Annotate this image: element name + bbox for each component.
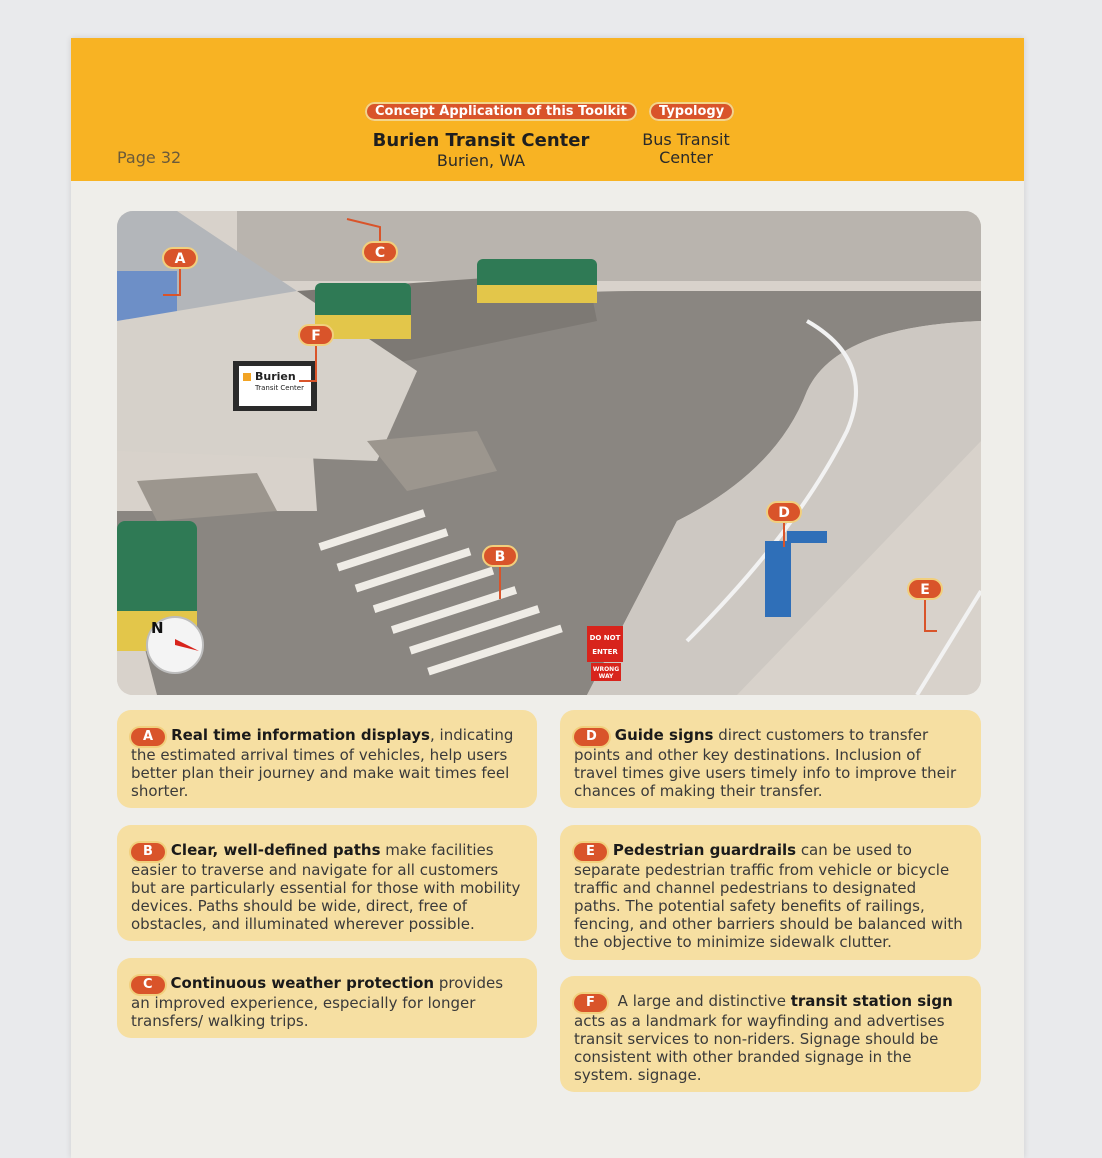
card-b (117, 825, 537, 941)
card-f-title: transit station sign (790, 992, 953, 1010)
compass-label: N (151, 619, 164, 637)
typology-value-line1: Bus Transit (642, 130, 730, 149)
card-e-badge: E (574, 843, 607, 861)
svg-text:B: B (494, 549, 506, 565)
card-c-text: provides an improved experience, especially for longer transfers/ walking trips. (131, 974, 504, 1030)
svg-text:C: C (374, 245, 386, 261)
illustration-svg (117, 211, 981, 695)
card-f-text: acts as a landmark for wayfinding and advertises transit services to non-riders. Signage should be consistent with other branded signage in the system. signage. (574, 1012, 945, 1084)
card-d-title: Guide signs (614, 726, 714, 744)
card-c-badge: C (131, 976, 165, 994)
station-sign-title: Burien (255, 370, 296, 383)
do-not-enter-line1: DO NOT (589, 634, 621, 642)
marker-e (908, 579, 942, 599)
card-e (560, 825, 981, 960)
marker-a (163, 248, 197, 268)
svg-text:A: A (174, 251, 186, 267)
typology-value-line2: Center (659, 148, 713, 167)
card-b-text: make facilities easier to traverse and navigate for all customers but are particularly essential for those with mobility devices. Paths should be wide, direct, free of obstacles, and illuminated wherever possible. (131, 841, 521, 933)
do-not-enter-sign (587, 626, 623, 662)
svg-text:E: E (920, 582, 930, 598)
card-c (117, 958, 537, 1038)
card-a-title: Real time information displays (171, 726, 430, 744)
card-a (117, 710, 537, 808)
card-d (560, 710, 981, 808)
station-sign-subtitle: Transit Center (255, 384, 304, 392)
typology-value (636, 131, 736, 167)
page-number: Page 32 (117, 148, 182, 167)
page-header (71, 38, 1024, 181)
typology-label-pill: Typology (649, 102, 734, 121)
card-e-title: Pedestrian guardrails (612, 841, 797, 859)
card-f-pre: A large and distinctive (612, 992, 791, 1010)
card-c-title: Continuous weather protection (170, 974, 435, 992)
card-b-badge: B (131, 843, 165, 861)
card-d-badge: D (574, 728, 609, 746)
marker-b (483, 546, 517, 566)
marker-f (299, 325, 333, 345)
svg-text:D: D (778, 505, 790, 521)
marker-c (363, 242, 397, 262)
card-d-text: direct customers to transfer points and other key destinations. Inclusion of travel times give users timely info to improve their chances of making their transfer. (574, 726, 957, 800)
do-not-enter-line2: ENTER (592, 648, 618, 656)
guide-sign-kiosk (765, 541, 791, 617)
card-f (560, 976, 981, 1092)
wrong-way-line1: WRONG (592, 666, 620, 673)
document-page (71, 38, 1024, 1158)
card-a-text: , indicating the estimated arrival times of vehicles, help users better plan their journey and make wait times feel shorter. (131, 726, 514, 800)
upper-lot (237, 211, 981, 281)
transit-center-illustration (117, 211, 981, 695)
wrong-way-line2: WAY (598, 673, 614, 680)
page-location: Burien, WA (436, 151, 526, 170)
concept-label-pill: Concept Application of this Toolkit (365, 102, 637, 121)
card-b-title: Clear, well-defined paths (170, 841, 381, 859)
card-a-badge: A (131, 728, 165, 746)
marker-d (767, 502, 801, 522)
svg-text:F: F (311, 328, 321, 344)
card-e-text: can be used to separate pedestrian traffic from vehicle or bicycle traffic and channel pedestrians to designated paths. The potential safety benefits of railings, fencing, and other barriers should be balanced with the objective to minimize sidewalk clutter. (574, 841, 963, 951)
card-f-badge: F (574, 994, 607, 1012)
page-title: Burien Transit Center (372, 130, 590, 151)
